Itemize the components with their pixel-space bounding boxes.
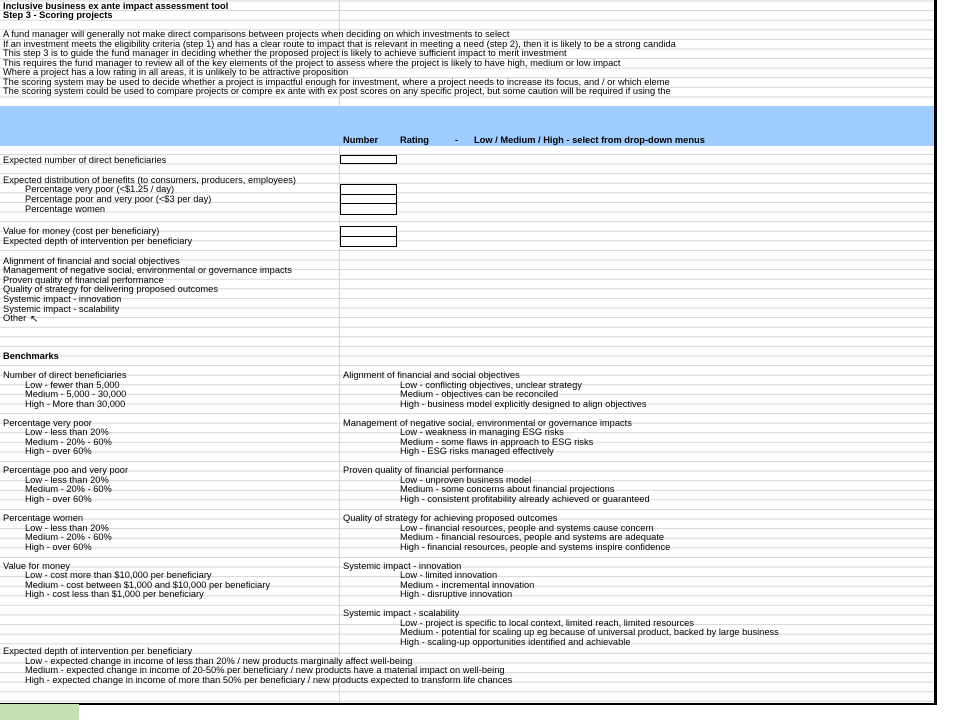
rating-item: Proven quality of financial performance — [3, 275, 164, 285]
benchmark-item: Medium - financial resources, people and systems are adequate — [400, 532, 665, 542]
intro-line: The scoring system could be used to compare projects or compre ex ante with ex post scores on any specific project, but some caution will be required if using the — [3, 86, 671, 96]
benchmark-item: Medium - objectives can be reconciled — [400, 389, 559, 399]
benchmark-head: Systemic impact - scalability — [343, 608, 460, 618]
intro-line: This requires the fund manager to review all of the key elements of the project to assess where the project is likely to have high, medium or low impact — [3, 58, 621, 68]
benchmark-item: Low - less than 20% — [25, 523, 109, 533]
benchmark-head: Value for money — [3, 561, 71, 571]
step-title: Step 3 - Scoring projects — [3, 10, 113, 20]
benchmark-head: Number of direct beneficiaries — [3, 370, 127, 380]
benchmark-item: High - ESG risks managed effectively — [400, 446, 554, 456]
beneficiaries-number-input[interactable] — [340, 155, 397, 164]
criterion-poor: Percentage poor and very poor (<$3 per day) — [25, 194, 212, 204]
benchmark-head: Percentage women — [3, 513, 84, 523]
rating-item: Management of negative social, environmental or governance impacts — [3, 265, 292, 275]
benchmark-head: Percentage poo and very poor — [3, 465, 129, 475]
value-depth-inputs[interactable] — [340, 226, 397, 247]
number-header: Number — [343, 135, 379, 145]
benchmark-head: Systemic impact - innovation — [343, 561, 462, 571]
mouse-cursor-icon: ↖ — [30, 314, 39, 325]
benchmark-head: Quality of strategy for achieving proposed outcomes — [343, 513, 558, 523]
distribution-number-inputs[interactable] — [340, 184, 397, 215]
benchmark-item: Low - less than 20% — [25, 475, 109, 485]
bottom-border — [0, 703, 937, 705]
intro-line: If an investment meets the eligibility criteria (step 1) and has a clear route to impact that is relevant in meeting a need (step 2), then it is likely to be a strong candida — [3, 39, 676, 49]
criterion-depth: Expected depth of intervention per beneficiary — [3, 236, 193, 246]
rating-header: Rating — [400, 135, 429, 145]
benchmark-head: Percentage very poor — [3, 418, 92, 428]
benchmark-item: High - business model explicitly designed to align objectives — [400, 399, 647, 409]
benchmark-item: High - consistent profitability already achieved or guaranteed — [400, 494, 650, 504]
sheet-title: Inclusive business ex ante impact assessment tool — [3, 1, 229, 11]
benchmark-item: High - cost less than $1,000 per beneficiary — [25, 589, 204, 599]
women-number-input[interactable] — [341, 204, 396, 214]
benchmark-item: High - expected change in income of more than 50% per beneficiary / new products expected to transform life chances — [25, 675, 513, 685]
benchmark-item: High - over 60% — [25, 542, 92, 552]
criterion-beneficiaries: Expected number of direct beneficiaries — [3, 155, 167, 165]
benchmark-item: Medium - expected change in income of 20-50% per beneficiary / new products have a material impact on well-being — [25, 665, 505, 675]
benchmark-head: Alignment of financial and social objectives — [343, 370, 520, 380]
benchmark-item: Medium - 20% - 60% — [25, 532, 112, 542]
very-poor-number-input[interactable] — [341, 185, 396, 195]
benchmark-item: Low - less than 20% — [25, 427, 109, 437]
criterion-distribution: Expected distribution of benefits (to consumers, producers, employees) — [3, 175, 296, 185]
benchmark-item: Medium - cost between $1,000 and $10,000 per beneficiary — [25, 580, 270, 590]
benchmark-item: Low - limited innovation — [400, 570, 498, 580]
intro-line: The scoring system may be used to decide whether a project is impactful enough for investment, where a project needs to increase its focus, and / or which eleme — [3, 77, 670, 87]
benchmark-item: Medium - 5,000 - 30,000 — [25, 389, 127, 399]
benchmark-item: Medium - 20% - 60% — [25, 484, 112, 494]
header-band — [0, 106, 934, 146]
benchmark-item: Medium - some concerns about financial projections — [400, 484, 615, 494]
benchmark-item: Medium - some flaws in approach to ESG risks — [400, 437, 594, 447]
rating-item: Alignment of financial and social objectives — [3, 256, 180, 266]
rating-item: Other — [3, 313, 27, 323]
rating-item: Quality of strategy for delivering proposed outcomes — [3, 284, 218, 294]
criterion-very-poor: Percentage very poor (<$1.25 / day) — [25, 184, 175, 194]
sheet-tab[interactable] — [0, 704, 79, 720]
poor-number-input[interactable] — [341, 195, 396, 205]
benchmark-item: High - financial resources, people and systems inspire confidence — [400, 542, 671, 552]
rating-item: Systemic impact - scalability — [3, 304, 120, 314]
benchmark-item: Low - weakness in managing ESG risks — [400, 427, 564, 437]
benchmark-head: Expected depth of intervention per beneficiary — [3, 646, 193, 656]
benchmark-item: Low - conflicting objectives, unclear strategy — [400, 380, 582, 390]
benchmark-item: High - over 60% — [25, 494, 92, 504]
benchmark-item: Low - cost more than $10,000 per beneficiary — [25, 570, 212, 580]
benchmark-item: Medium - 20% - 60% — [25, 437, 112, 447]
benchmark-item: High - over 60% — [25, 446, 92, 456]
header-dash: - — [455, 135, 459, 145]
intro-line: A fund manager will generally not make direct comparisons between projects when deciding on which investments to select — [3, 29, 510, 39]
criterion-women: Percentage women — [25, 204, 106, 214]
rating-item: Systemic impact - innovation — [3, 294, 122, 304]
benchmark-item: Medium - incremental innovation — [400, 580, 535, 590]
value-number-input[interactable] — [341, 227, 396, 237]
intro-line: This step 3 is to guide the fund manager in deciding whether the proposed project is likely to achieve sufficient impact to merit investment — [3, 48, 567, 58]
benchmark-item: Low - project is specific to local context, limited reach, limited resources — [400, 618, 695, 628]
benchmarks-title: Benchmarks — [3, 351, 59, 361]
benchmark-item: Low - financial resources, people and systems cause concern — [400, 523, 654, 533]
benchmark-head: Management of negative social, environmental or governance impacts — [343, 418, 632, 428]
benchmark-item: Low - fewer than 5,000 — [25, 380, 120, 390]
benchmark-item: Medium - potential for scaling up eg because of universal product, backed by large business — [400, 627, 779, 637]
benchmark-item: Low - expected change in income of less than 20% / new products marginally affect well-being — [25, 656, 413, 666]
benchmark-item: High - More than 30,000 — [25, 399, 126, 409]
benchmark-item: High - disruptive innovation — [400, 589, 513, 599]
depth-number-input[interactable] — [341, 237, 396, 247]
criterion-value: Value for money (cost per beneficiary) — [3, 226, 160, 236]
rating-note: Low / Medium / High - select from drop-down menus — [474, 135, 705, 145]
benchmark-head: Proven quality of financial performance — [343, 465, 504, 475]
benchmark-item: High - scaling-up opportunities identified and achievable — [400, 637, 631, 647]
right-border — [934, 0, 937, 703]
benchmark-item: Low - unproven business model — [400, 475, 532, 485]
intro-line: Where a project has a low rating in all areas, it is unlikely to be attractive proposition — [3, 67, 349, 77]
